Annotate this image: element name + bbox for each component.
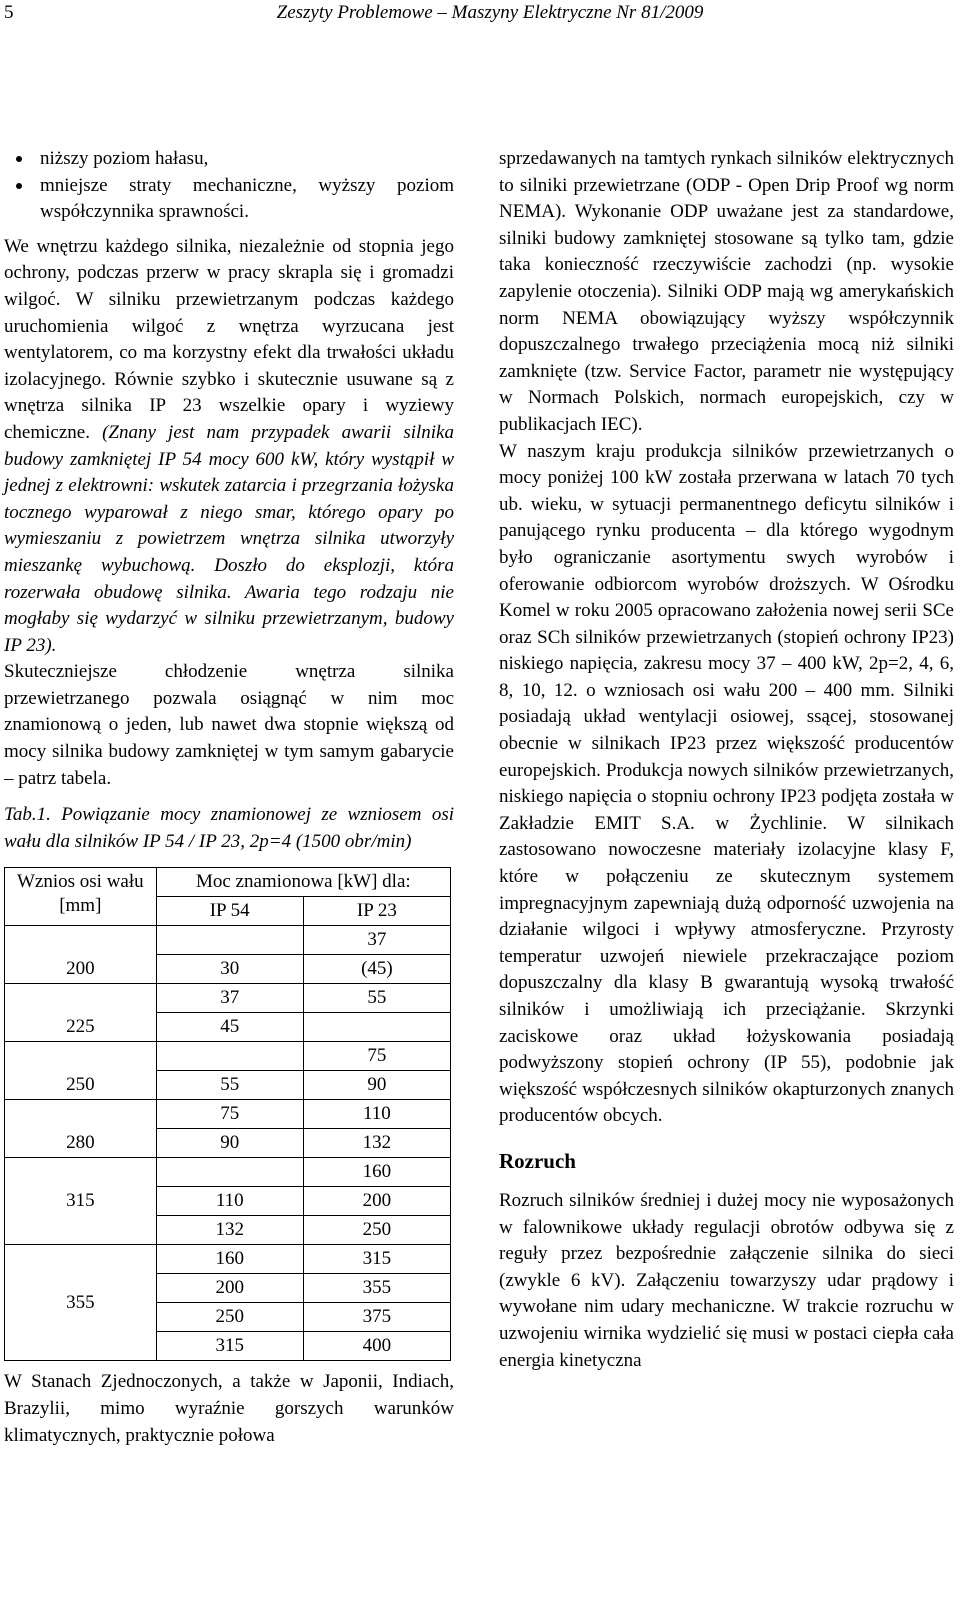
table-cell: 315 xyxy=(303,1245,450,1274)
table-cell: 90 xyxy=(303,1071,450,1100)
table-cell: 55 xyxy=(303,984,450,1013)
table-row xyxy=(5,984,451,1013)
page-number: 5 xyxy=(4,2,14,23)
table-cell: 250 xyxy=(5,1042,157,1100)
paragraph-text: We wnętrzu każdego silnika, niezależnie od stopnia jego ochrony, podczas przerw w pracy skrapla się i gromadzi wilgoć. W silniku przewietrzanym podczas każdego uruchomienia wilgoć z wnętrza wyrzucana jest wentylatorem, co ma korzystny efekt dla trwałości układu izolacyjnego. Równie szybko i skutecznie usuwane są z wnętrza silnika IP 23 wszelkie opary i wyziewy chemiczne. xyxy=(4,235,454,443)
table-cell: 90 xyxy=(156,1129,303,1158)
table-cell: 315 xyxy=(156,1332,303,1361)
table-header-row xyxy=(5,868,451,897)
table-cell: 250 xyxy=(156,1303,303,1332)
table-cell: 280 xyxy=(5,1100,157,1158)
table-cell: 200 xyxy=(5,926,157,984)
subheader-cell-ip54: IP 54 xyxy=(156,897,303,926)
header-cell-shaft-height: Wznios osi wału [mm] xyxy=(5,868,157,926)
table-row xyxy=(5,1245,451,1274)
bullet-list xyxy=(4,146,454,226)
table-cell: 200 xyxy=(156,1274,303,1303)
table-cell xyxy=(303,1013,450,1042)
italic-anecdote: (Znany jest nam przypadek awarii silnika budowy zamkniętej IP 54 mocy 600 kW, który wystąpił w jednej z elektrowni: wskutek zatarcia i przegrzania łożyska tocznego wyparował z niego smar, którego opary po wymieszaniu z powietrzem wnętrza silnika utworzyły mieszankę wybuchową. Doszło do eksplozji, która rozerwała obudowę silnika. Awaria tego rodzaju nie mogłaby się wydarzyć w silniku przewietrzanym, budowy IP 23). xyxy=(4,421,454,656)
paragraph: W naszym kraju produkcja silników przewietrzanych o mocy poniżej 100 kW została przerwana w latach 70 tych ub. wieku, w sytuacji permanentnego deficytu silników i panującego rynku producenta – dla którego wygodnym było ograniczanie asortymentu swych wyrobów i oferowanie odbiorcom wyrobów droższych. W Ośrodku Komel w roku 2005 opracowano założenia nowej serii SCe oraz SCh silników przewietrzanych (stopień ochrony IP23) niskiego napięcia, zakresu mocy 37 – 400 kW, 2p=2, 4, 6, 8, 10, 12. o wzniosach osi wału 200 – 400 mm. Silniki posiadają układ wentylacji osiowej, ssącej, stosowanej obecnie w silnikach IP23 przez większość producentów europejskich. Produkcja nowych silników przewietrzanych, niskiego napięcia o stopniu ochrony IP23 podjęta została w Zakładzie EMIT S.A. w Żychlinie. W silnikach zastosowano nowoczesne materiały izolacyjne klasy F, które w połączeniu ze skutecznym systemem impregnacyjnym zapewniają dużą odporność uzwojenia na działanie wilgoci i wpływy atmosferyczne. Przyrosty temperatur uzwojeń niewiele przekraczające poziom dopuszczalny dla klasy B gwarantują wysoką trwałość silników i umożliwiają ich przeciążanie. Skrzynki zaciskowe oraz układ łożyskowania posiadają podwyższony stopień ochrony (IP 55), podobnie jak większość współczesnych silników okapturzonych znanych producentów obcych. xyxy=(499,440,954,1127)
table-cell: 110 xyxy=(303,1100,450,1129)
table-row xyxy=(5,1158,451,1187)
table-cell: 160 xyxy=(156,1245,303,1274)
table-row xyxy=(5,1042,451,1071)
table-cell: 30 xyxy=(156,955,303,984)
table-cell: 45 xyxy=(156,1013,303,1042)
right-column xyxy=(499,146,954,1374)
table-cell xyxy=(156,1042,303,1071)
table-cell xyxy=(156,926,303,955)
table-cell: (45) xyxy=(303,955,450,984)
table-cell: 375 xyxy=(303,1303,450,1332)
subheader-cell-ip23: IP 23 xyxy=(303,897,450,926)
section-heading: Rozruch xyxy=(499,1148,576,1173)
table-row xyxy=(5,1100,451,1129)
bullet-item: mniejsze straty mechaniczne, wyższy poziom współczynnika sprawności. xyxy=(40,173,454,226)
table-cell: 400 xyxy=(303,1332,450,1361)
paragraph: sprzedawanych na tamtych rynkach silników elektrycznych to silniki przewietrzane (ODP - Open Drip Proof wg norm NEMA). Wykonanie ODP uważane jest za standardowe, silniki budowy zamkniętej stosowane są tylko tam, gdzie taka konieczność rzeczywiście zachodzi (np. wysokie zapylenie otoczenia). Silniki ODP mają wg amerykańskich norm NEMA obowiązujący wyższy współczynnik dopuszczalnego trwałego przeciążenia mocą niż silniki zamknięte (tzw. Service Factor, parametr nie występujący w Normach Polskich, normach europejskich, czy w publikacjach IEC). xyxy=(499,148,954,435)
paragraph: Rozruch silników średniej i dużej mocy nie wyposażonych w falownikowe układy regulacji obrotów odbywa się z reguły przez bezpośrednie załączenie silnika do sieci (zwykle 6 kV). Załączeniu towarzyszy udar prądowy i wywołane nim udary mechaniczne. W trakcie rozruchu w uzwojeniu wirnika wydzielić się musi w postaci ciepła cała energia kinetyczna xyxy=(499,1189,954,1371)
paragraph: Skuteczniejsze chłodzenie wnętrza silnika przewietrzanego pozwala osiągnąć w nim moc znamionową o jeden, lub nawet dwa stopnie większą od mocy silnika budowy zamkniętej w tym samym gabarycie – patrz tabela. xyxy=(4,661,454,789)
table-cell: 160 xyxy=(303,1158,450,1187)
table-cell: 132 xyxy=(156,1216,303,1245)
header-cell-rated-power: Moc znamionowa [kW] dla: xyxy=(156,868,450,897)
table-caption: Tab.1. Powiązanie mocy znamionowej ze wzniosem osi wału dla silników IP 54 / IP 23, 2p=4 (1500 obr/min) xyxy=(4,804,454,852)
table-cell: 250 xyxy=(303,1216,450,1245)
paragraph: W Stanach Zjednoczonych, a także w Japonii, Indiach, Brazylii, mimo wyraźnie gorszych warunków klimatycznych, praktycznie połowa xyxy=(4,1371,454,1446)
table-cell: 55 xyxy=(156,1071,303,1100)
table-cell: 355 xyxy=(5,1245,157,1361)
power-table xyxy=(4,867,451,1361)
journal-title: Zeszyty Problemowe – Maszyny Elektryczne Nr 81/2009 xyxy=(276,2,704,23)
table-cell: 75 xyxy=(156,1100,303,1129)
table-cell xyxy=(156,1158,303,1187)
table-cell: 37 xyxy=(303,926,450,955)
table-cell: 225 xyxy=(5,984,157,1042)
bullet-item: niższy poziom hałasu, xyxy=(40,146,454,173)
table-cell: 132 xyxy=(303,1129,450,1158)
table-cell: 75 xyxy=(303,1042,450,1071)
table-cell: 110 xyxy=(156,1187,303,1216)
table-cell: 355 xyxy=(303,1274,450,1303)
table-cell: 200 xyxy=(303,1187,450,1216)
table-cell: 315 xyxy=(5,1158,157,1245)
table-row xyxy=(5,926,451,955)
running-header xyxy=(0,0,960,30)
paragraph xyxy=(4,234,454,660)
left-column xyxy=(4,146,454,1449)
table-cell: 37 xyxy=(156,984,303,1013)
